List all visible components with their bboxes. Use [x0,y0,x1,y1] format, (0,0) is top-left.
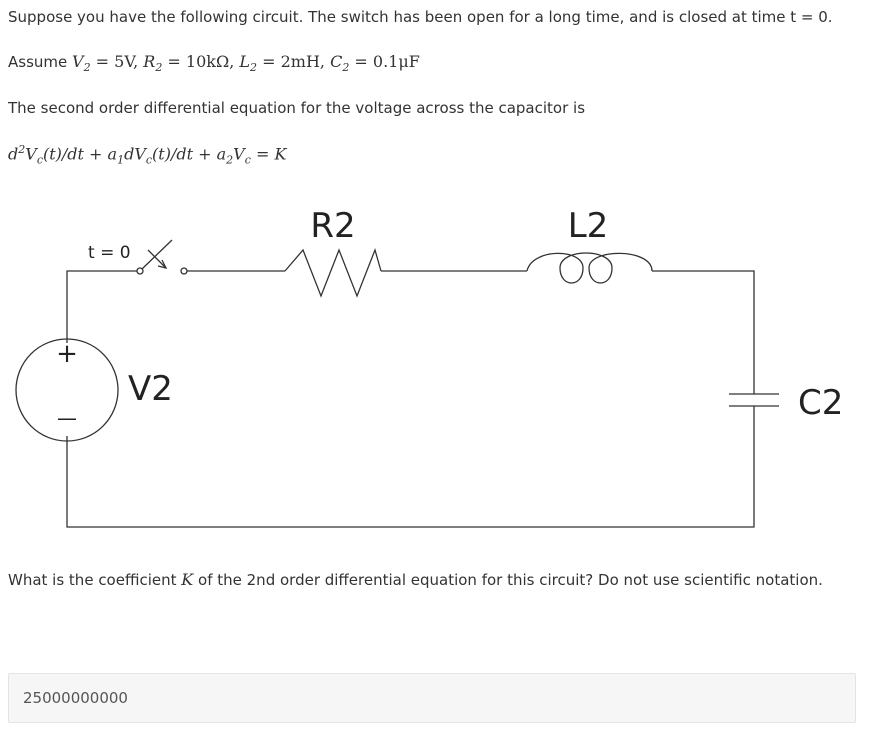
answer-value: 25000000000 [23,689,128,707]
question-intro: Suppose you have the following circuit. The switch has been open for a long time, and is closed at time t = 0. [8,8,833,26]
assume-values: $V_2 = 5V$, $R_2 = 10k\Omega$, $L_2 = 2mH$, $C_2 = 0.1\mu F$ [72,52,420,75]
inductor-label: L2 [567,206,609,246]
source-minus-sign: — [57,406,77,430]
capacitor-label: C2 [798,383,844,423]
answer-field[interactable] [8,673,856,723]
prompt-variable: K [181,570,194,589]
de-statement: The second order differential equation for the voltage across the capacitor is [8,99,586,117]
assumptions [8,52,420,74]
resistor-label: R2 [310,206,356,246]
assume-label: Assume [8,53,68,71]
wire-left-top [67,271,137,343]
resistor-icon [285,250,381,296]
switch-contact-right [181,268,187,274]
switch-icon [142,240,172,269]
circuit-diagram [0,190,884,535]
wire-bottom [67,406,754,527]
source-plus-sign: + [56,339,78,369]
switch-label: t = 0 [88,243,131,263]
wire-right-top [652,271,754,394]
question-prompt: What is the coefficient K of the 2nd order differential equation for this circuit? Do not use scientific notation. [8,570,823,589]
inductor-icon [527,253,652,283]
source-label: V2 [128,369,173,409]
differential-equation: $d^2V_c(t)/dt + a_1dV_c(t)/dt + a_2V_c = K$ [8,143,287,167]
